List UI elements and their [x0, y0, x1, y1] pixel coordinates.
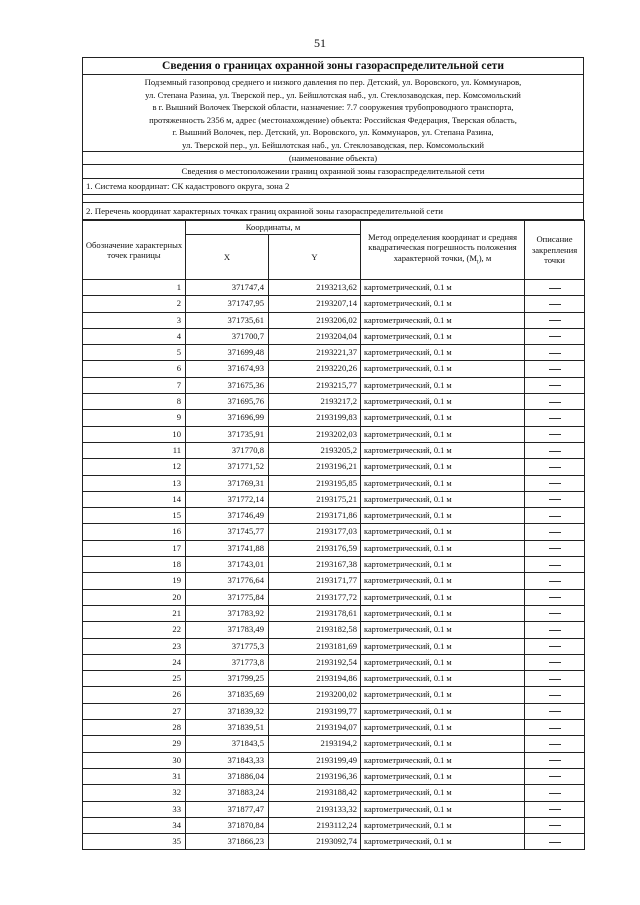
description-cell	[525, 671, 585, 687]
object-description-line: г. Вышний Волочек, пер. Детский, ул. Воровского, ул. Коммунаров, ул. Степана Разина,	[172, 127, 494, 138]
table-row	[83, 801, 585, 817]
coord-x: 371743,01	[186, 557, 269, 573]
header-method: Метод определения координат и средняя квадратическая погрешность положения характерной точки, $(M_t)$, м	[361, 221, 525, 280]
point-number: 24	[83, 654, 186, 670]
object-description-line: ул. Степана Разина, ул. Тверской пер., ул. Бейшлотская наб., ул. Стеклозаводская, пер. Комсомольский	[145, 89, 521, 100]
table-row	[83, 605, 585, 621]
coord-y: 2193176,59	[269, 540, 361, 556]
dash-mark	[549, 630, 561, 631]
dash-mark	[549, 402, 561, 403]
coord-x: 371735,91	[186, 426, 269, 442]
table-row	[83, 491, 585, 507]
method-cell: картометрический, 0.1 м	[361, 834, 525, 850]
coord-x: 371783,49	[186, 622, 269, 638]
description-cell	[525, 654, 585, 670]
description-cell	[525, 687, 585, 703]
method-cell: картометрический, 0.1 м	[361, 426, 525, 442]
description-cell	[525, 361, 585, 377]
point-number: 12	[83, 459, 186, 475]
description-cell	[525, 638, 585, 654]
coordinates-table	[82, 220, 585, 850]
point-number: 28	[83, 720, 186, 736]
point-number: 20	[83, 589, 186, 605]
description-cell	[525, 622, 585, 638]
point-number: 31	[83, 768, 186, 784]
coord-y: 2193204,04	[269, 328, 361, 344]
point-number: 29	[83, 736, 186, 752]
point-number: 4	[83, 328, 186, 344]
coord-y: 2193175,21	[269, 491, 361, 507]
coord-x: 371746,49	[186, 508, 269, 524]
dash-mark	[549, 336, 561, 337]
coord-x: 371775,84	[186, 589, 269, 605]
coord-y: 2193195,85	[269, 475, 361, 491]
coord-y: 2193196,21	[269, 459, 361, 475]
table-row	[83, 817, 585, 833]
table-row	[83, 524, 585, 540]
table-row	[83, 671, 585, 687]
method-cell: картометрический, 0.1 м	[361, 296, 525, 312]
point-number: 7	[83, 377, 186, 393]
table-row	[83, 573, 585, 589]
dash-mark	[549, 842, 561, 843]
description-cell	[525, 426, 585, 442]
method-cell: картометрический, 0.1 м	[361, 312, 525, 328]
point-number: 34	[83, 817, 186, 833]
object-description-line: Подземный газопровод среднего и низкого давления по пер. Детский, ул. Воровского, ул. Коммунаров,	[144, 77, 522, 87]
header-description: Описание закрепления точки	[525, 221, 585, 280]
description-cell	[525, 442, 585, 458]
coord-y: 2193217,2	[269, 394, 361, 410]
dash-mark	[549, 353, 561, 354]
method-cell: картометрический, 0.1 м	[361, 801, 525, 817]
point-number: 16	[83, 524, 186, 540]
coord-x: 371839,51	[186, 720, 269, 736]
coord-y: 2193213,62	[269, 280, 361, 296]
coord-x: 371700,7	[186, 328, 269, 344]
coord-x: 371674,93	[186, 361, 269, 377]
description-cell	[525, 491, 585, 507]
table-row	[83, 720, 585, 736]
description-cell	[525, 394, 585, 410]
dash-mark	[549, 646, 561, 647]
dash-mark	[549, 597, 561, 598]
dash-mark	[549, 565, 561, 566]
point-number: 5	[83, 345, 186, 361]
point-number: 15	[83, 508, 186, 524]
coord-x: 371866,23	[186, 834, 269, 850]
dash-mark	[549, 385, 561, 386]
point-number: 6	[83, 361, 186, 377]
description-cell	[525, 508, 585, 524]
coord-y: 2193202,03	[269, 426, 361, 442]
table-row	[83, 312, 585, 328]
coord-y: 2193188,42	[269, 785, 361, 801]
point-number: 18	[83, 557, 186, 573]
coord-x: 371799,25	[186, 671, 269, 687]
description-cell	[525, 801, 585, 817]
point-number: 22	[83, 622, 186, 638]
point-number: 30	[83, 752, 186, 768]
dash-mark	[549, 581, 561, 582]
method-cell: картометрический, 0.1 м	[361, 605, 525, 621]
table-row	[83, 622, 585, 638]
method-cell: картометрический, 0.1 м	[361, 394, 525, 410]
coord-y: 2193199,49	[269, 752, 361, 768]
method-cell: картометрический, 0.1 м	[361, 687, 525, 703]
coordinates-rows	[83, 280, 585, 850]
table-row	[83, 475, 585, 491]
coord-y: 2193194,86	[269, 671, 361, 687]
point-number: 27	[83, 703, 186, 719]
method-cell: картометрический, 0.1 м	[361, 328, 525, 344]
coord-y: 2193112,24	[269, 817, 361, 833]
coord-x: 371735,61	[186, 312, 269, 328]
dash-mark	[549, 776, 561, 777]
dash-mark	[549, 613, 561, 614]
point-number: 11	[83, 442, 186, 458]
description-cell	[525, 834, 585, 850]
description-cell	[525, 785, 585, 801]
coord-x: 371747,95	[186, 296, 269, 312]
coord-x: 371741,88	[186, 540, 269, 556]
dash-mark	[549, 711, 561, 712]
description-cell	[525, 817, 585, 833]
coord-y: 2193199,83	[269, 410, 361, 426]
point-number: 8	[83, 394, 186, 410]
table-row	[83, 589, 585, 605]
dash-mark	[549, 760, 561, 761]
point-number: 1	[83, 280, 186, 296]
dash-mark	[549, 548, 561, 549]
coord-y: 2193177,03	[269, 524, 361, 540]
method-cell: картометрический, 0.1 м	[361, 622, 525, 638]
coord-y: 2193215,77	[269, 377, 361, 393]
table-row	[83, 459, 585, 475]
description-cell	[525, 703, 585, 719]
method-cell: картометрический, 0.1 м	[361, 475, 525, 491]
table-row	[83, 394, 585, 410]
dash-mark	[549, 662, 561, 663]
point-number: 2	[83, 296, 186, 312]
method-cell: картометрический, 0.1 м	[361, 540, 525, 556]
description-cell	[525, 736, 585, 752]
method-cell: картометрический, 0.1 м	[361, 442, 525, 458]
coord-y: 2193207,14	[269, 296, 361, 312]
description-cell	[525, 557, 585, 573]
coord-y: 2193199,77	[269, 703, 361, 719]
point-number: 10	[83, 426, 186, 442]
point-number: 3	[83, 312, 186, 328]
coord-y: 2193182,58	[269, 622, 361, 638]
coord-x: 371843,33	[186, 752, 269, 768]
description-cell	[525, 459, 585, 475]
coord-x: 371776,64	[186, 573, 269, 589]
method-cell: картометрический, 0.1 м	[361, 524, 525, 540]
page-number: 51	[314, 36, 326, 50]
coord-x: 371775,3	[186, 638, 269, 654]
coord-y: 2193196,36	[269, 768, 361, 784]
method-cell: картометрический, 0.1 м	[361, 638, 525, 654]
dash-mark	[549, 369, 561, 370]
dash-mark	[549, 532, 561, 533]
method-cell: картометрический, 0.1 м	[361, 736, 525, 752]
dash-mark	[549, 825, 561, 826]
dash-mark	[549, 418, 561, 419]
point-number: 23	[83, 638, 186, 654]
coord-y: 2193177,72	[269, 589, 361, 605]
coord-x: 371769,31	[186, 475, 269, 491]
point-number: 17	[83, 540, 186, 556]
coord-x: 371772,14	[186, 491, 269, 507]
coord-x: 371783,92	[186, 605, 269, 621]
point-number: 13	[83, 475, 186, 491]
description-cell	[525, 752, 585, 768]
table-row	[83, 736, 585, 752]
document-title: Сведения о границах охранной зоны газораспределительной сети	[83, 58, 583, 75]
description-cell	[525, 540, 585, 556]
point-number: 33	[83, 801, 186, 817]
coord-y: 2193092,74	[269, 834, 361, 850]
description-cell	[525, 296, 585, 312]
description-cell	[525, 328, 585, 344]
object-caption: (наименование объекта)	[83, 152, 583, 165]
table-row	[83, 377, 585, 393]
coordinates-list-title: 2. Перечень координат характерных точках границ охранной зоны газораспределительной сети	[83, 202, 583, 220]
description-cell	[525, 475, 585, 491]
coord-y: 2193194,07	[269, 720, 361, 736]
description-cell	[525, 410, 585, 426]
object-description-line: протяженность 2356 м, адрес (местонахождение) объекта: Российская Федерация, Тверская область,	[149, 114, 517, 125]
header-coordinates: Координаты, м	[186, 221, 361, 235]
coord-x: 371835,69	[186, 687, 269, 703]
description-cell	[525, 605, 585, 621]
coord-x: 371747,4	[186, 280, 269, 296]
coord-y: 2193178,61	[269, 605, 361, 621]
table-row	[83, 296, 585, 312]
description-cell	[525, 524, 585, 540]
coord-x: 371870,84	[186, 817, 269, 833]
point-number: 9	[83, 410, 186, 426]
method-cell: картометрический, 0.1 м	[361, 720, 525, 736]
table-row	[83, 768, 585, 784]
method-cell: картометрический, 0.1 м	[361, 654, 525, 670]
table-row	[83, 280, 585, 296]
description-cell	[525, 345, 585, 361]
table-row	[83, 834, 585, 850]
method-cell: картометрический, 0.1 м	[361, 410, 525, 426]
coord-x: 371877,47	[186, 801, 269, 817]
coord-y: 2193181,69	[269, 638, 361, 654]
header-point: Обозначение характерных точек границы	[83, 221, 186, 280]
coordinate-system: 1. Система координат: СК кадастрового округа, зона 2	[83, 179, 583, 195]
description-cell	[525, 573, 585, 589]
coord-y: 2193200,02	[269, 687, 361, 703]
coord-x: 371745,77	[186, 524, 269, 540]
description-cell	[525, 280, 585, 296]
method-cell: картометрический, 0.1 м	[361, 671, 525, 687]
zone-boundaries-document	[82, 57, 584, 850]
table-row	[83, 345, 585, 361]
section-title: Сведения о местоположении границ охранной зоны газораспределительной сети	[83, 165, 583, 179]
point-number: 25	[83, 671, 186, 687]
coord-y: 2193220,26	[269, 361, 361, 377]
table-row	[83, 361, 585, 377]
table-row	[83, 426, 585, 442]
point-number: 19	[83, 573, 186, 589]
dash-mark	[549, 679, 561, 680]
dash-mark	[549, 499, 561, 500]
coord-x: 371696,99	[186, 410, 269, 426]
coord-y: 2193206,02	[269, 312, 361, 328]
object-description	[83, 75, 583, 152]
coord-y: 2193133,32	[269, 801, 361, 817]
coord-x: 371773,8	[186, 654, 269, 670]
dash-mark	[549, 516, 561, 517]
dash-mark	[549, 809, 561, 810]
method-cell: картометрический, 0.1 м	[361, 703, 525, 719]
coord-x: 371843,5	[186, 736, 269, 752]
table-row	[83, 752, 585, 768]
table-row	[83, 557, 585, 573]
coord-x: 371886,04	[186, 768, 269, 784]
point-number: 35	[83, 834, 186, 850]
table-row	[83, 540, 585, 556]
header-y: Y	[269, 235, 361, 280]
dash-mark	[549, 744, 561, 745]
coord-y: 2193167,38	[269, 557, 361, 573]
table-row	[83, 638, 585, 654]
dash-mark	[549, 320, 561, 321]
spacer	[83, 195, 583, 202]
method-cell: картометрический, 0.1 м	[361, 589, 525, 605]
point-number: 32	[83, 785, 186, 801]
coord-x: 371695,76	[186, 394, 269, 410]
method-cell: картометрический, 0.1 м	[361, 817, 525, 833]
dash-mark	[549, 483, 561, 484]
method-cell: картометрический, 0.1 м	[361, 280, 525, 296]
description-cell	[525, 720, 585, 736]
dash-mark	[549, 793, 561, 794]
dash-mark	[549, 288, 561, 289]
dash-mark	[549, 451, 561, 452]
method-cell: картометрический, 0.1 м	[361, 361, 525, 377]
coord-x: 371770,8	[186, 442, 269, 458]
method-cell: картометрический, 0.1 м	[361, 752, 525, 768]
coord-y: 2193194,2	[269, 736, 361, 752]
method-cell: картометрический, 0.1 м	[361, 785, 525, 801]
header-block	[82, 57, 584, 220]
coord-y: 2193221,37	[269, 345, 361, 361]
method-cell: картометрический, 0.1 м	[361, 459, 525, 475]
point-number: 21	[83, 605, 186, 621]
dash-mark	[549, 695, 561, 696]
coord-x: 371883,24	[186, 785, 269, 801]
dash-mark	[549, 304, 561, 305]
dash-mark	[549, 728, 561, 729]
table-row	[83, 785, 585, 801]
coord-y: 2193171,86	[269, 508, 361, 524]
table-row	[83, 410, 585, 426]
method-cell: картометрический, 0.1 м	[361, 508, 525, 524]
description-cell	[525, 589, 585, 605]
table-row	[83, 442, 585, 458]
method-cell: картометрический, 0.1 м	[361, 377, 525, 393]
method-cell: картометрический, 0.1 м	[361, 491, 525, 507]
coord-y: 2193205,2	[269, 442, 361, 458]
table-row	[83, 328, 585, 344]
table-row	[83, 508, 585, 524]
description-cell	[525, 768, 585, 784]
object-description-line: в г. Вышний Волочек Тверской области, назначение: 7.7 сооружения трубопроводного транспорта,	[152, 102, 514, 113]
object-description-line: ул. Тверской пер., ул. Бейшлотская наб., ул. Стеклозаводская, пер. Комсомольский	[182, 139, 484, 150]
coord-x: 371699,48	[186, 345, 269, 361]
header-x: X	[186, 235, 269, 280]
coord-x: 371771,52	[186, 459, 269, 475]
description-cell	[525, 377, 585, 393]
coord-x: 371839,32	[186, 703, 269, 719]
table-row	[83, 687, 585, 703]
method-cell: картометрический, 0.1 м	[361, 557, 525, 573]
coord-x: 371675,36	[186, 377, 269, 393]
dash-mark	[549, 434, 561, 435]
coord-y: 2193192,54	[269, 654, 361, 670]
description-cell	[525, 312, 585, 328]
point-number: 26	[83, 687, 186, 703]
method-cell: картометрический, 0.1 м	[361, 345, 525, 361]
coord-y: 2193171,77	[269, 573, 361, 589]
table-row	[83, 703, 585, 719]
method-cell: картометрический, 0.1 м	[361, 768, 525, 784]
dash-mark	[549, 467, 561, 468]
method-cell: картометрический, 0.1 м	[361, 573, 525, 589]
point-number: 14	[83, 491, 186, 507]
table-row	[83, 654, 585, 670]
